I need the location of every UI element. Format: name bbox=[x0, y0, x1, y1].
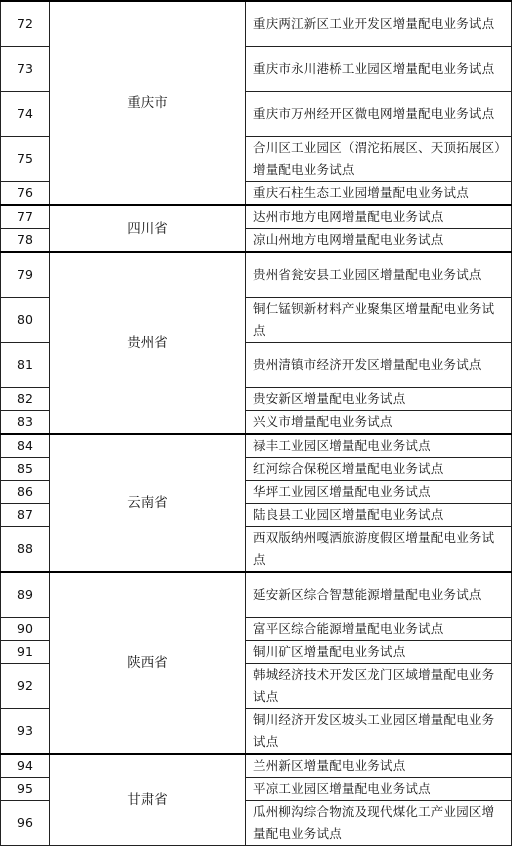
pilot-project-name: 平凉工业园区增量配电业务试点 bbox=[246, 778, 512, 801]
row-number: 94 bbox=[1, 754, 50, 778]
row-number: 76 bbox=[1, 182, 50, 206]
pilot-project-name: 铜川经济开发区坡头工业园区增量配电业务试点 bbox=[246, 709, 512, 755]
row-number: 88 bbox=[1, 527, 50, 573]
pilot-project-name: 延安新区综合智慧能源增量配电业务试点 bbox=[246, 572, 512, 618]
row-number: 96 bbox=[1, 801, 50, 846]
pilot-project-name: 西双版纳州嘎洒旅游度假区增量配电业务试点 bbox=[246, 527, 512, 573]
pilot-project-name: 韩城经济技术开发区龙门区域增量配电业务试点 bbox=[246, 664, 512, 709]
pilot-project-name: 铜仁锰钡新材料产业聚集区增量配电业务试点 bbox=[246, 298, 512, 343]
pilot-project-name: 富平区综合能源增量配电业务试点 bbox=[246, 618, 512, 641]
pilot-project-name: 重庆市永川港桥工业园区增量配电业务试点 bbox=[246, 47, 512, 92]
province-cell: 重庆市 bbox=[50, 1, 246, 205]
row-number: 84 bbox=[1, 434, 50, 458]
table-row bbox=[1, 572, 512, 618]
pilot-project-name: 华坪工业园区增量配电业务试点 bbox=[246, 481, 512, 504]
row-number: 77 bbox=[1, 205, 50, 229]
pilot-project-name: 凉山州地方电网增量配电业务试点 bbox=[246, 229, 512, 253]
table-row bbox=[1, 434, 512, 458]
pilot-project-name: 红河综合保税区增量配电业务试点 bbox=[246, 458, 512, 481]
row-number: 95 bbox=[1, 778, 50, 801]
pilot-project-name: 陆良县工业园区增量配电业务试点 bbox=[246, 504, 512, 527]
table-row bbox=[1, 205, 512, 229]
row-number: 74 bbox=[1, 92, 50, 137]
row-number: 81 bbox=[1, 343, 50, 388]
pilot-project-name: 禄丰工业园区增量配电业务试点 bbox=[246, 434, 512, 458]
pilot-project-name: 重庆市万州经开区微电网增量配电业务试点 bbox=[246, 92, 512, 137]
table-row bbox=[1, 754, 512, 778]
province-cell: 甘肃省 bbox=[50, 754, 246, 846]
pilot-project-name: 兰州新区增量配电业务试点 bbox=[246, 754, 512, 778]
table-row bbox=[1, 252, 512, 298]
row-number: 87 bbox=[1, 504, 50, 527]
pilot-project-name: 铜川矿区增量配电业务试点 bbox=[246, 641, 512, 664]
row-number: 73 bbox=[1, 47, 50, 92]
pilot-project-name: 合川区工业园区（渭沱拓展区、天顶拓展区）增量配电业务试点 bbox=[246, 137, 512, 182]
pilot-project-name: 重庆石柱生态工业园增量配电业务试点 bbox=[246, 182, 512, 206]
pilot-project-name: 瓜州柳沟综合物流及现代煤化工产业园区增量配电业务试点 bbox=[246, 801, 512, 846]
row-number: 79 bbox=[1, 252, 50, 298]
row-number: 80 bbox=[1, 298, 50, 343]
province-cell: 贵州省 bbox=[50, 252, 246, 434]
table-row bbox=[1, 1, 512, 47]
pilot-project-name: 兴义市增量配电业务试点 bbox=[246, 411, 512, 435]
row-number: 93 bbox=[1, 709, 50, 755]
pilot-project-name: 贵州清镇市经济开发区增量配电业务试点 bbox=[246, 343, 512, 388]
province-cell: 陕西省 bbox=[50, 572, 246, 754]
table-body bbox=[1, 1, 512, 846]
row-number: 75 bbox=[1, 137, 50, 182]
row-number: 83 bbox=[1, 411, 50, 435]
row-number: 78 bbox=[1, 229, 50, 253]
province-cell: 四川省 bbox=[50, 205, 246, 252]
row-number: 72 bbox=[1, 1, 50, 47]
pilot-project-name: 贵州省瓮安县工业园区增量配电业务试点 bbox=[246, 252, 512, 298]
pilot-project-name: 达州市地方电网增量配电业务试点 bbox=[246, 205, 512, 229]
pilot-project-name: 重庆两江新区工业开发区增量配电业务试点 bbox=[246, 1, 512, 47]
row-number: 92 bbox=[1, 664, 50, 709]
pilot-project-name: 贵安新区增量配电业务试点 bbox=[246, 388, 512, 411]
row-number: 90 bbox=[1, 618, 50, 641]
province-cell: 云南省 bbox=[50, 434, 246, 572]
row-number: 82 bbox=[1, 388, 50, 411]
row-number: 91 bbox=[1, 641, 50, 664]
row-number: 89 bbox=[1, 572, 50, 618]
row-number: 85 bbox=[1, 458, 50, 481]
row-number: 86 bbox=[1, 481, 50, 504]
